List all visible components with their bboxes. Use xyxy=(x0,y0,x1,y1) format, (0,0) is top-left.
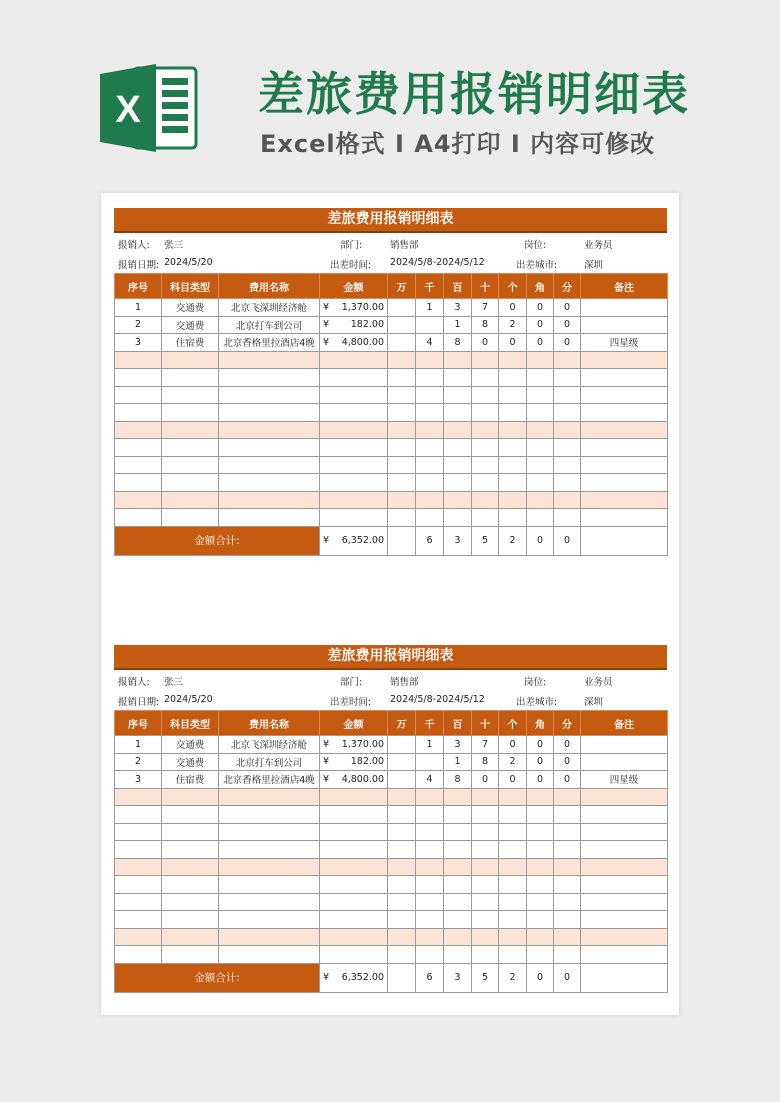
total-ge: 2 xyxy=(499,526,527,555)
col-header: 个 xyxy=(499,711,527,736)
cell-jiao[interactable]: 0 xyxy=(527,753,554,771)
cell-amount[interactable] xyxy=(320,316,388,334)
cell-note[interactable] xyxy=(581,753,668,771)
col-header: 十 xyxy=(472,711,499,736)
currency-symbol: ¥ xyxy=(323,336,330,348)
table-row[interactable] xyxy=(115,299,668,317)
col-header: 费用名称 xyxy=(219,711,320,736)
cell-name[interactable]: 北京香格里拉酒店4晚 xyxy=(219,334,320,352)
table-body xyxy=(115,736,668,964)
cell-wan[interactable] xyxy=(388,771,416,789)
cell-ge[interactable]: 2 xyxy=(499,753,527,771)
cell-note[interactable] xyxy=(581,736,668,754)
col-header: 序号 xyxy=(115,711,162,736)
post-label: 岗位: xyxy=(524,240,547,251)
cell-amount[interactable] xyxy=(320,753,388,771)
cell-fen[interactable]: 0 xyxy=(554,771,581,789)
table-body xyxy=(115,299,668,527)
table-header-row xyxy=(115,711,668,736)
expense-sheet-1 xyxy=(114,208,667,556)
cell-qian[interactable]: 1 xyxy=(416,736,444,754)
reporter-label: 报销人: xyxy=(118,240,150,251)
expense-table xyxy=(114,273,668,556)
amount-value: 1,370.00 xyxy=(341,738,384,750)
reporter-value[interactable]: 张三 xyxy=(164,677,184,688)
cell-name[interactable]: 北京香格里拉酒店4晚 xyxy=(219,771,320,789)
currency-symbol: ¥ xyxy=(323,756,330,768)
dept-value[interactable]: 销售部 xyxy=(390,677,419,688)
cell-fen[interactable]: 0 xyxy=(554,334,581,352)
cell-bai[interactable]: 3 xyxy=(444,299,472,317)
cell-type[interactable]: 住宿费 xyxy=(162,771,219,789)
total-row xyxy=(115,963,668,992)
total-bai: 3 xyxy=(444,526,472,555)
col-header: 个 xyxy=(499,274,527,299)
currency-symbol: ¥ xyxy=(323,738,330,750)
empty-row[interactable] xyxy=(115,893,668,911)
empty-row[interactable] xyxy=(115,509,668,527)
empty-row[interactable] xyxy=(115,858,668,876)
city-label: 出差城市: xyxy=(516,260,558,271)
col-header: 备注 xyxy=(581,274,668,299)
empty-row[interactable] xyxy=(115,876,668,894)
col-header: 分 xyxy=(554,711,581,736)
cell-jiao[interactable]: 0 xyxy=(527,771,554,789)
cell-jiao[interactable]: 0 xyxy=(527,334,554,352)
empty-row[interactable] xyxy=(115,439,668,457)
city-value[interactable]: 深圳 xyxy=(584,260,604,271)
date-label: 报销日期: xyxy=(118,697,160,708)
total-qian: 6 xyxy=(416,963,444,992)
col-header: 分 xyxy=(554,274,581,299)
cell-qian[interactable]: 4 xyxy=(416,771,444,789)
col-header: 角 xyxy=(527,274,554,299)
empty-row[interactable] xyxy=(115,491,668,509)
amount-value: 1,370.00 xyxy=(341,301,384,313)
post-label: 岗位: xyxy=(524,677,547,688)
sheet-title: 差旅费用报销明细表 xyxy=(114,208,667,233)
cell-note[interactable]: 四星级 xyxy=(581,334,668,352)
date-value[interactable]: 2024/5/20 xyxy=(164,257,213,268)
col-header: 百 xyxy=(444,274,472,299)
cell-note[interactable] xyxy=(581,299,668,317)
amount-value: 182.00 xyxy=(350,319,384,331)
total-amount-value: 6,352.00 xyxy=(341,972,384,983)
info-row-2 xyxy=(114,690,667,710)
cell-qian[interactable] xyxy=(416,753,444,771)
amount-value: 182.00 xyxy=(350,756,384,768)
cell-type[interactable]: 交通费 xyxy=(162,736,219,754)
info-row-1 xyxy=(114,233,667,253)
cell-wan[interactable] xyxy=(388,753,416,771)
dept-label: 部门: xyxy=(340,677,363,688)
cell-name[interactable]: 北京飞深圳经济舱 xyxy=(219,736,320,754)
col-header: 千 xyxy=(416,711,444,736)
empty-row[interactable] xyxy=(115,474,668,492)
cell-shi[interactable]: 8 xyxy=(472,316,499,334)
cell-ge[interactable]: 0 xyxy=(499,334,527,352)
cell-shi[interactable]: 0 xyxy=(472,771,499,789)
cell-bai[interactable]: 8 xyxy=(444,771,472,789)
col-header: 序号 xyxy=(115,274,162,299)
total-jiao: 0 xyxy=(527,526,554,555)
info-row-2 xyxy=(114,253,667,273)
cell-type[interactable]: 交通费 xyxy=(162,316,219,334)
table-row[interactable] xyxy=(115,334,668,352)
col-header: 金额 xyxy=(320,711,388,736)
total-ge: 2 xyxy=(499,963,527,992)
cell-shi[interactable]: 8 xyxy=(472,753,499,771)
cell-note[interactable]: 四星级 xyxy=(581,771,668,789)
table-row[interactable] xyxy=(115,316,668,334)
empty-row[interactable] xyxy=(115,911,668,929)
trip-time-value[interactable]: 2024/5/8-2024/5/12 xyxy=(390,257,485,268)
total-wan xyxy=(388,526,416,555)
cell-shi[interactable]: 7 xyxy=(472,736,499,754)
empty-row[interactable] xyxy=(115,946,668,964)
cell-fen[interactable]: 0 xyxy=(554,299,581,317)
dept-label: 部门: xyxy=(340,240,363,251)
empty-row[interactable] xyxy=(115,823,668,841)
expense-sheet-2 xyxy=(114,645,667,993)
table-row[interactable] xyxy=(115,736,668,754)
city-value[interactable]: 深圳 xyxy=(584,697,604,708)
table-header-row xyxy=(115,274,668,299)
total-wan xyxy=(388,963,416,992)
total-qian: 6 xyxy=(416,526,444,555)
cell-name[interactable]: 北京打车到公司 xyxy=(219,316,320,334)
cell-shi[interactable]: 0 xyxy=(472,334,499,352)
total-shi: 5 xyxy=(472,963,499,992)
cell-wan[interactable] xyxy=(388,299,416,317)
cell-fen[interactable]: 0 xyxy=(554,753,581,771)
table-row[interactable] xyxy=(115,753,668,771)
cell-jiao[interactable]: 0 xyxy=(527,736,554,754)
post-value[interactable]: 业务员 xyxy=(584,240,613,251)
city-label: 出差城市: xyxy=(516,697,558,708)
cell-type[interactable]: 交通费 xyxy=(162,753,219,771)
sheet-title: 差旅费用报销明细表 xyxy=(114,645,667,670)
total-bai: 3 xyxy=(444,963,472,992)
trip-time-value[interactable]: 2024/5/8-2024/5/12 xyxy=(390,694,485,705)
col-header: 科目类型 xyxy=(162,274,219,299)
total-amount xyxy=(320,526,388,555)
currency-symbol: ¥ xyxy=(323,301,330,313)
col-header: 费用名称 xyxy=(219,274,320,299)
empty-row[interactable] xyxy=(115,806,668,824)
cell-jiao[interactable]: 0 xyxy=(527,299,554,317)
date-value[interactable]: 2024/5/20 xyxy=(164,694,213,705)
empty-row[interactable] xyxy=(115,841,668,859)
total-label: 金额合计: xyxy=(115,526,320,555)
trip-time-label: 出差时间: xyxy=(330,260,372,271)
total-fen: 0 xyxy=(554,526,581,555)
amount-value: 4,800.00 xyxy=(341,336,384,348)
page-title: 差旅费用报销明细表 xyxy=(258,67,690,121)
col-header: 十 xyxy=(472,274,499,299)
empty-row[interactable] xyxy=(115,351,668,369)
total-shi: 5 xyxy=(472,526,499,555)
cell-name[interactable]: 北京飞深圳经济舱 xyxy=(219,299,320,317)
col-header: 百 xyxy=(444,711,472,736)
empty-row[interactable] xyxy=(115,369,668,387)
total-row xyxy=(115,526,668,555)
cell-ge[interactable]: 2 xyxy=(499,316,527,334)
cell-bai[interactable]: 3 xyxy=(444,736,472,754)
cell-no[interactable]: 3 xyxy=(115,334,162,352)
total-fen: 0 xyxy=(554,963,581,992)
cell-wan[interactable] xyxy=(388,736,416,754)
cell-ge[interactable]: 0 xyxy=(499,736,527,754)
col-header: 角 xyxy=(527,711,554,736)
cell-bai[interactable]: 1 xyxy=(444,753,472,771)
cell-ge[interactable]: 0 xyxy=(499,299,527,317)
cell-bai[interactable]: 8 xyxy=(444,334,472,352)
dept-value[interactable]: 销售部 xyxy=(390,240,419,251)
cell-amount[interactable] xyxy=(320,736,388,754)
cell-no[interactable]: 1 xyxy=(115,299,162,317)
logo-letter: X xyxy=(115,89,141,131)
reporter-label: 报销人: xyxy=(118,677,150,688)
excel-logo-icon xyxy=(100,62,200,154)
cell-amount[interactable] xyxy=(320,771,388,789)
print-preview-page xyxy=(101,193,679,1015)
total-note xyxy=(581,963,668,992)
cell-shi[interactable]: 7 xyxy=(472,299,499,317)
cell-no[interactable]: 1 xyxy=(115,736,162,754)
page-header xyxy=(0,0,780,190)
empty-row[interactable] xyxy=(115,928,668,946)
expense-table xyxy=(114,710,668,993)
cell-bai[interactable]: 1 xyxy=(444,316,472,334)
col-header: 万 xyxy=(388,711,416,736)
currency-symbol: ¥ xyxy=(323,773,330,785)
amount-value: 4,800.00 xyxy=(341,773,384,785)
cell-type[interactable]: 交通费 xyxy=(162,299,219,317)
col-header: 金额 xyxy=(320,274,388,299)
cell-jiao[interactable]: 0 xyxy=(527,316,554,334)
total-note xyxy=(581,526,668,555)
total-label: 金额合计: xyxy=(115,963,320,992)
empty-row[interactable] xyxy=(115,421,668,439)
post-value[interactable]: 业务员 xyxy=(584,677,613,688)
cell-wan[interactable] xyxy=(388,334,416,352)
cell-ge[interactable]: 0 xyxy=(499,771,527,789)
col-header: 千 xyxy=(416,274,444,299)
col-header: 备注 xyxy=(581,711,668,736)
col-header: 科目类型 xyxy=(162,711,219,736)
info-row-1 xyxy=(114,670,667,690)
empty-row[interactable] xyxy=(115,788,668,806)
cell-wan[interactable] xyxy=(388,316,416,334)
empty-row[interactable] xyxy=(115,456,668,474)
currency-symbol: ¥ xyxy=(323,319,330,331)
cell-qian[interactable] xyxy=(416,316,444,334)
cell-amount[interactable] xyxy=(320,334,388,352)
cell-qian[interactable]: 1 xyxy=(416,299,444,317)
currency-symbol: ¥ xyxy=(323,972,330,983)
trip-time-label: 出差时间: xyxy=(330,697,372,708)
cell-fen[interactable]: 0 xyxy=(554,736,581,754)
empty-row[interactable] xyxy=(115,386,668,404)
currency-symbol: ¥ xyxy=(323,535,330,546)
total-jiao: 0 xyxy=(527,963,554,992)
cell-amount[interactable] xyxy=(320,299,388,317)
page-subtitle: Excel格式 I A4打印 I 内容可修改 xyxy=(260,130,656,158)
cell-no[interactable]: 3 xyxy=(115,771,162,789)
cell-note[interactable] xyxy=(581,316,668,334)
date-label: 报销日期: xyxy=(118,260,160,271)
cell-qian[interactable]: 4 xyxy=(416,334,444,352)
empty-row[interactable] xyxy=(115,404,668,422)
cell-no[interactable]: 2 xyxy=(115,753,162,771)
table-row[interactable] xyxy=(115,771,668,789)
col-header: 万 xyxy=(388,274,416,299)
total-amount xyxy=(320,963,388,992)
cell-fen[interactable]: 0 xyxy=(554,316,581,334)
cell-type[interactable]: 住宿费 xyxy=(162,334,219,352)
cell-no[interactable]: 2 xyxy=(115,316,162,334)
total-amount-value: 6,352.00 xyxy=(341,535,384,546)
cell-name[interactable]: 北京打车到公司 xyxy=(219,753,320,771)
reporter-value[interactable]: 张三 xyxy=(164,240,184,251)
